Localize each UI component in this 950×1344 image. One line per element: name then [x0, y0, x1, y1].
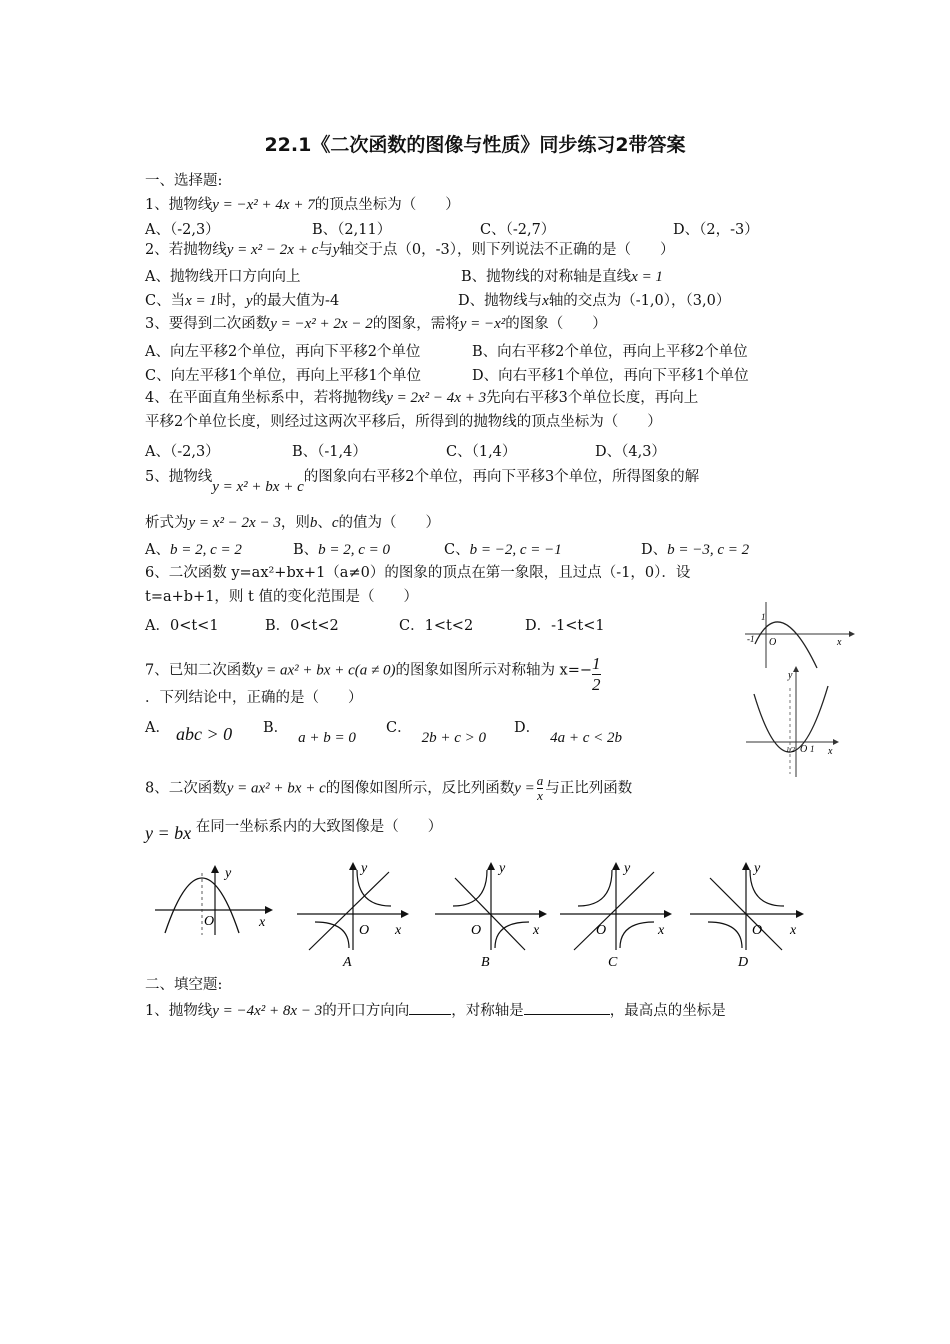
q8-formula-1: y = ax² + bx + c [226, 780, 326, 797]
question-7 [145, 650, 601, 694]
q2-option-c-pre: C、当 [145, 293, 186, 309]
q8-b-y-arrow [487, 862, 495, 870]
question-3 [145, 315, 607, 333]
q8-a-label-x: x [395, 923, 402, 938]
q3-option-d: D、向右平移1个单位，再向下平移1个单位 [472, 368, 749, 384]
q8-c-line [574, 872, 654, 950]
q8-a-line [309, 872, 389, 950]
q5-option-b [293, 538, 390, 559]
q2-option-c-post: 的最大值为-4 [252, 293, 340, 309]
q5-option-c-formula: b = −2, c = −1 [469, 542, 562, 558]
q7-prefix: 7、已知二次函数 [145, 662, 256, 679]
q1-option-b: B、（2,11） [312, 222, 392, 238]
q7-label-half: 1/2 [786, 746, 795, 754]
q3-mid: 的图象，需将 [372, 316, 460, 332]
fill1-formula: y = −4x² + 8x − 3 [212, 1003, 323, 1019]
q7-parabola-graph [746, 664, 841, 779]
question-4 [145, 389, 698, 407]
q4-formula: y = 2x² − 4x + 3 [386, 390, 487, 406]
q8-d-hyperbola-2 [708, 922, 742, 948]
q2-mid: 与 [318, 242, 333, 258]
question-6: 6、二次函数 y=ax²+bx+1（a≠0）的图象的顶点在第一象限，且过点（-1，0）．设 [145, 565, 691, 581]
q7-option-a-formula: abc > 0 [175, 724, 233, 744]
q8-d-label-x: x [790, 923, 797, 938]
q4-option-d: D、（4,3） [595, 444, 666, 460]
q8-c-label-y: y [624, 861, 631, 876]
q7-fraction-num: 1 [592, 654, 601, 673]
q6-option-d: D．-1<t<1 [525, 618, 605, 634]
section-fill-heading: 二、填空题: [145, 977, 223, 993]
q5-line2-post: 的值为（ ） [338, 515, 441, 531]
q8-d-label-o: O [752, 923, 763, 938]
q8-given-parabola [155, 863, 275, 938]
q6-label-x: x [837, 637, 842, 648]
q8-c-hyperbola-1 [578, 870, 612, 906]
q7-suffix: 的图象如图所示对称轴为 x=− [395, 662, 593, 679]
q7-option-a-label: A． [145, 720, 170, 736]
q2-option-c [145, 289, 339, 310]
q2-formula: y = x² − 2x + c [226, 242, 319, 258]
section-choice-heading: 一、选择题: [145, 173, 223, 189]
q3-formula-1: y = −x² + 2x − 2 [270, 316, 373, 332]
q8-b-x-arrow [539, 910, 547, 918]
q8-mid: 的图像如图所示，反比列函数 [325, 780, 515, 797]
q7-label-x: x [828, 746, 833, 757]
q5-line2-mid: ，则 [280, 515, 310, 531]
q8-given-label-y: y [225, 866, 232, 881]
q5-var-c: c [331, 515, 339, 531]
q5-option-a [145, 538, 242, 559]
question-7-line-2: ．下列结论中，正确的是（ ） [145, 690, 363, 706]
q5-line2-formula: y = x² − 2x − 3 [188, 515, 281, 531]
q8-d-y-arrow [742, 862, 750, 870]
q2-prefix: 2、若抛物线 [145, 242, 227, 258]
q2-option-d-pre: D、抛物线与 [458, 293, 543, 309]
q8-c-x-arrow [664, 910, 672, 918]
q7-label-y: y [788, 670, 793, 681]
q8-b-caption: B [481, 955, 490, 970]
q8-b-label-x: x [533, 923, 540, 938]
q8-a-caption: A [343, 955, 352, 970]
q3-prefix: 3、要得到二次函数 [145, 316, 271, 332]
q8-line2-post: 在同一坐标系内的大致图像是（ ） [195, 819, 443, 835]
q5-separator: 、 [317, 515, 332, 531]
q7-fraction [592, 654, 601, 695]
q5-prefix: 5、抛物线 [145, 469, 213, 485]
q2-option-d-var: x [542, 293, 549, 309]
q1-option-d: D、（2，-3） [673, 222, 759, 238]
q6-option-c: C．1<t<2 [399, 618, 474, 634]
q1-formula: y = −x² + 4x + 7 [212, 197, 315, 213]
q8-c-caption: C [608, 955, 618, 970]
q3-option-a: A、向左平移2个单位，再向下平移2个单位 [145, 344, 421, 360]
q8-a-x-arrow [401, 910, 409, 918]
q8-graph-d [690, 858, 810, 968]
q2-option-a: A、抛物线开口方向向上 [145, 269, 301, 285]
q2-axis: y [332, 242, 340, 258]
q2-option-b-formula: x = 1 [631, 269, 663, 285]
q8-graph-c [560, 858, 675, 968]
q8-suffix: 与正比列函数 [545, 780, 633, 797]
q3-option-c: C、向左平移1个单位，再向上平移1个单位 [145, 368, 422, 384]
q8-given-label-o: O [204, 914, 215, 929]
question-8-line-2 [145, 816, 443, 843]
fill1-blank-direction[interactable] [409, 1000, 451, 1015]
q1-prefix: 1、抛物线 [145, 197, 213, 213]
q1-suffix: 的顶点坐标为（ ） [314, 197, 460, 213]
q5-formula: y = x² + bx + c [212, 479, 304, 495]
q4-option-b: B、（-1,4） [292, 444, 367, 460]
q8-prefix: 8、二次函数 [145, 780, 227, 797]
q7-option-b-formula: a + b = 0 [298, 730, 356, 746]
q3-option-b: B、向右平移2个单位，再向上平移2个单位 [472, 344, 748, 360]
q7-option-c-label: C． [386, 720, 412, 736]
q4-option-a: A、（-2,3） [145, 444, 220, 460]
q6-x-arrow [849, 631, 855, 637]
q5-option-d-formula: b = −3, c = 2 [667, 542, 750, 558]
q8-d-caption: D [738, 955, 749, 970]
q7-x-arrow [833, 739, 839, 745]
q6-parabola-curve [755, 622, 817, 668]
question-8 [145, 774, 632, 803]
q5-option-c [444, 538, 562, 559]
q7-option-d-label: D． [514, 720, 541, 736]
q8-formula-2: y = [514, 780, 535, 797]
q8-b-hyperbola-1 [453, 870, 487, 906]
q2-option-c-formula: x = 1 [185, 293, 217, 309]
q7-formula: y = ax² + bx + c(a ≠ 0) [255, 662, 396, 679]
q2-option-c-mid: 时， [216, 293, 246, 309]
q8-graph-a [297, 858, 412, 968]
fill1-prefix: 1、抛物线 [145, 1003, 213, 1019]
q7-option-c-formula: 2b + c > 0 [421, 730, 487, 746]
q6-label-1: 1 [761, 612, 766, 622]
q8-c-label-o: O [596, 923, 607, 938]
q8-c-y-arrow [612, 862, 620, 870]
q3-suffix: 的图象（ ） [505, 316, 607, 332]
q5-option-d [641, 538, 749, 559]
q8-a-label-y: y [361, 861, 368, 876]
q8-given-label-x: x [259, 915, 266, 930]
page-title: 22.1《二次函数的图像与性质》同步练习2带答案 [264, 134, 686, 156]
q8-a-label-o: O [359, 923, 370, 938]
q7-option-b-label: B． [263, 720, 289, 736]
q7-option-d [514, 716, 623, 746]
q5-suffix: 的图象向右平移2个单位，再向下平移3个单位，所得图象的解 [303, 469, 700, 485]
q7-fraction-den: 2 [592, 675, 601, 694]
question-2 [145, 241, 675, 259]
q5-option-c-label: C、 [444, 542, 470, 558]
q4-prefix: 4、在平面直角坐标系中，若将抛物线 [145, 390, 387, 406]
question-6-line-2: t=a+b+1，则 t 值的变化范围是（ ） [145, 589, 418, 605]
fill1-mid-2: ，对称轴是 [451, 1003, 524, 1019]
q8-b-label-y: y [499, 861, 506, 876]
q8-given-x-arrow [265, 906, 273, 914]
q2-option-b [461, 265, 663, 286]
q8-d-x-arrow [796, 910, 804, 918]
q3-formula-2: y = −x² [459, 316, 506, 332]
fill1-blank-axis[interactable] [524, 1000, 610, 1015]
q8-graph-b [435, 858, 550, 968]
q5-line2-pre: 析式为 [145, 515, 189, 531]
q8-a-y-arrow [349, 862, 357, 870]
q5-option-a-formula: b = 2, c = 2 [169, 542, 242, 558]
q8-given-y-arrow [211, 865, 219, 873]
q7-option-d-formula: 4a + c < 2b [550, 730, 623, 746]
question-5-line-2 [145, 514, 440, 532]
q6-parabola-graph [745, 600, 855, 670]
q1-option-a: A、（-2,3） [145, 222, 220, 238]
question-5 [145, 468, 700, 495]
q2-option-d-post: 轴的交点为（-1,0），（3,0） [548, 293, 731, 309]
q8-fraction [537, 774, 544, 803]
q4-suffix: 先向右平移3个单位长度，再向上 [486, 390, 699, 406]
q6-label-o: O [769, 637, 777, 648]
q6-label-neg1: -1 [747, 634, 755, 644]
q8-b-hyperbola-2 [495, 922, 529, 948]
q8-d-label-y: y [754, 861, 761, 876]
q7-option-a [145, 716, 233, 744]
q7-option-b [263, 716, 356, 746]
q6-option-b: B．0<t<2 [265, 618, 339, 634]
q8-c-hyperbola-2 [620, 922, 654, 948]
q8-a-hyperbola-2 [315, 922, 349, 948]
q5-option-a-label: A、 [145, 542, 170, 558]
q2-option-c-var: y [245, 293, 253, 309]
q7-label-o: O [800, 744, 808, 755]
fill-question-1 [145, 1000, 726, 1020]
q5-option-d-label: D、 [641, 542, 668, 558]
q5-var-b: b [309, 515, 318, 531]
q6-option-a: A．0<t<1 [145, 618, 219, 634]
q5-option-b-label: B、 [293, 542, 319, 558]
q7-option-c [386, 716, 487, 746]
fill1-suffix: ，最高点的坐标是 [609, 1003, 726, 1019]
q1-option-c: C、（-2,7） [480, 222, 556, 238]
q5-option-b-formula: b = 2, c = 0 [318, 542, 391, 558]
q4-option-c: C、（1,4） [446, 444, 517, 460]
q2-option-b-text: B、抛物线的对称轴是直线 [461, 269, 632, 285]
q2-option-d [458, 289, 730, 310]
q8-b-label-o: O [471, 923, 482, 938]
q8-c-label-x: x [658, 923, 665, 938]
question-1 [145, 196, 460, 214]
fill1-mid-1: 的开口方向向 [322, 1003, 410, 1019]
q2-suffix: 轴交于点（0，-3），则下列说法不正确的是（ ） [339, 242, 675, 258]
q8-line2-formula: y = bx [145, 823, 192, 843]
q7-label-1: 1 [810, 744, 815, 754]
q8-fraction-num: a [536, 773, 544, 788]
question-4-line-2: 平移2个单位长度，则经过这两次平移后，所得到的抛物线的顶点坐标为（ ） [145, 414, 662, 430]
q8-fraction-den: x [537, 788, 543, 803]
q7-y-arrow [793, 666, 799, 672]
